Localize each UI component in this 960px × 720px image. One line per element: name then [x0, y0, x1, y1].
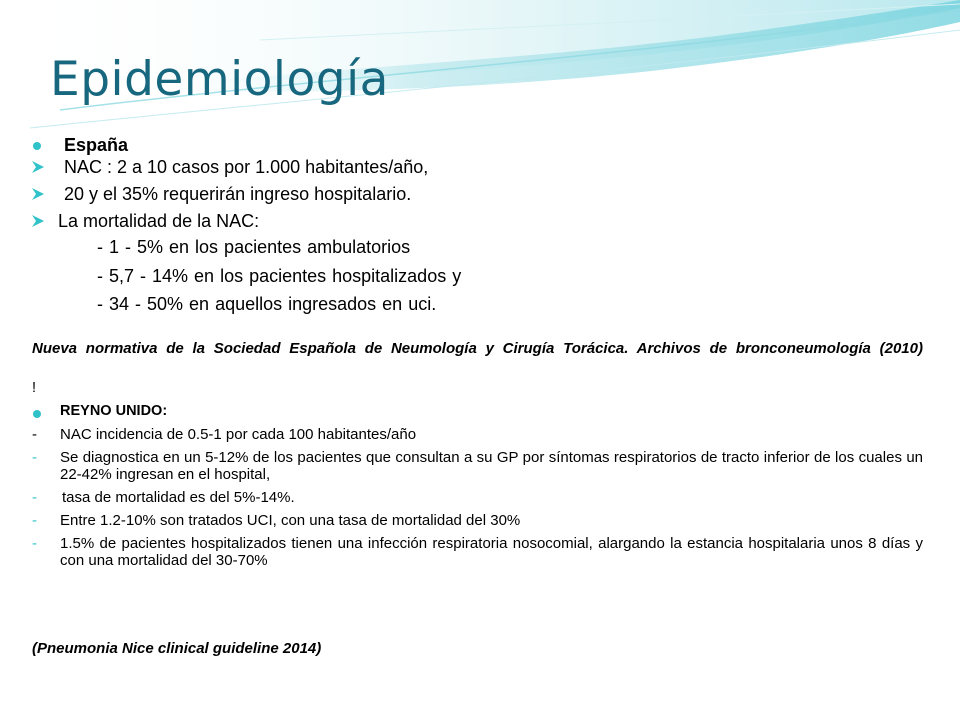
- arrow-bullet-icon: [31, 160, 45, 174]
- slide-title: Epidemiología: [50, 52, 389, 107]
- uk-item-1: NAC incidencia de 0.5-1 por cada 100 habitantes/año: [60, 426, 417, 443]
- spain-sub-item-2: - 5,7 - 14% en los pacientes hospitalizados y: [97, 266, 462, 286]
- dash-marker: -: [32, 535, 37, 552]
- bullet-dot-icon: [33, 410, 41, 418]
- dash-marker: -: [32, 449, 37, 466]
- arrow-bullet-icon: [31, 214, 45, 228]
- separator-mark: !: [32, 380, 37, 396]
- dash-marker: -: [32, 512, 37, 529]
- spain-bullet-1: NAC : 2 a 10 casos por 1.000 habitantes/año,: [64, 157, 429, 177]
- spain-heading: España: [64, 135, 129, 155]
- reference-uk: (Pneumonia Nice clinical guideline 2014): [32, 640, 322, 657]
- spain-bullet-2: 20 y el 35% requerirán ingreso hospitalario.: [64, 184, 412, 204]
- uk-item-2: Se diagnostica en un 5-12% de los pacientes que consultan a su GP por síntomas respiratorios de tracto inferior de los cuales un 22-42% ingresan en el hospital,: [60, 449, 923, 483]
- dash-marker: -: [32, 426, 37, 443]
- reference-spain: Nueva normativa de la Sociedad Española de Neumología y Cirugía Torácica. Archivos de bronconeumología (2010): [32, 340, 923, 357]
- uk-item-5: 1.5% de pacientes hospitalizados tienen una infección respiratoria nosocomial, alargando la estancia hospitalaria unos 8 días y con una mortalidad del 30-70%: [60, 535, 923, 569]
- arrow-bullet-icon: [31, 187, 45, 201]
- spain-sub-item-1: - 1 - 5% en los pacientes ambulatorios: [97, 237, 411, 257]
- bullet-dot-icon: [33, 142, 41, 150]
- uk-item-4: Entre 1.2-10% son tratados UCI, con una tasa de mortalidad del 30%: [60, 512, 521, 529]
- uk-heading: REYNO UNIDO:: [60, 403, 168, 419]
- uk-item-3: tasa de mortalidad es del 5%-14%.: [62, 489, 295, 506]
- spain-sub-item-3: - 34 - 50% en aquellos ingresados en uci.: [97, 294, 437, 314]
- spain-bullet-3: La mortalidad de la NAC:: [58, 211, 260, 231]
- dash-marker: -: [32, 489, 37, 506]
